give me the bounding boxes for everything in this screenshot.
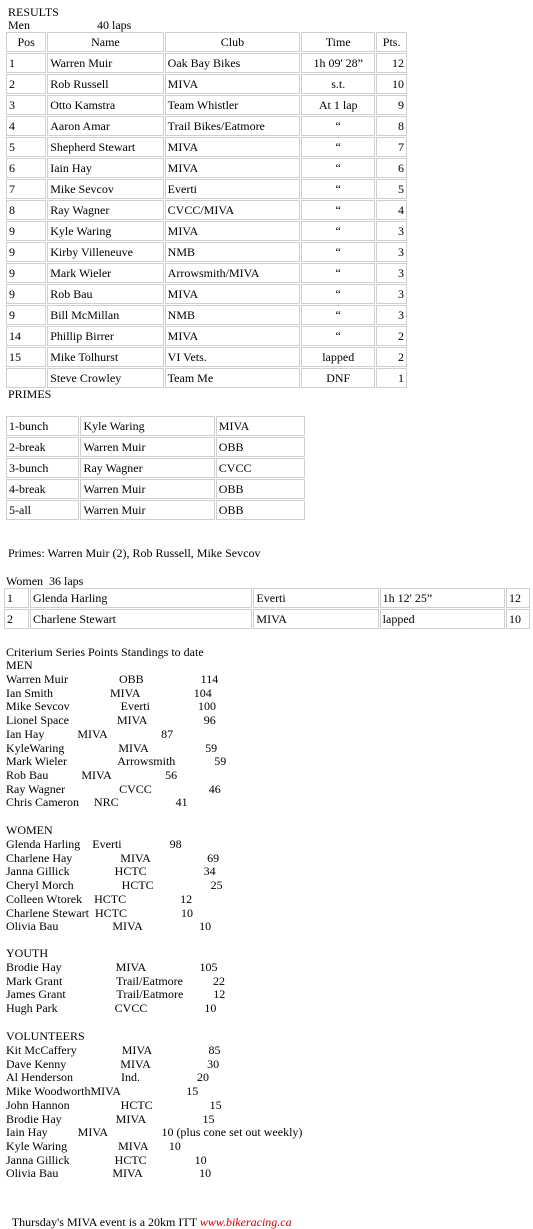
table-cell: MIVA <box>253 609 378 629</box>
table-cell: 5 <box>6 137 46 157</box>
standings-youth <box>6 961 225 1016</box>
table-cell: 6 <box>376 158 407 178</box>
table-cell: Rob Bau <box>47 284 163 304</box>
table-cell: 9 <box>376 95 407 115</box>
table-cell: Everti <box>253 588 378 608</box>
table-cell: 4 <box>376 200 407 220</box>
table-cell: MIVA <box>216 416 305 436</box>
table-cell: NMB <box>165 305 301 325</box>
standings-volunteers-header: VOLUNTEERS <box>6 1029 85 1043</box>
table-cell: Charlene Stewart <box>30 609 252 629</box>
list-item: Mark Wieler Arrowsmith 59 <box>6 754 227 769</box>
table-cell: Everti <box>165 179 301 199</box>
table-cell: Aaron Amar <box>47 116 163 136</box>
table-cell: 14 <box>6 326 46 346</box>
table-cell: Glenda Harling <box>30 588 252 608</box>
table-cell: Bill McMillan <box>47 305 163 325</box>
list-item: Warren Muir OBB 114 <box>6 672 219 686</box>
standings-title: Criterium Series Points Standings to date <box>6 645 204 659</box>
women-label: Women 36 laps <box>6 574 84 588</box>
table-cell: 2 <box>376 347 407 367</box>
list-item: Mike WoodworthMIVA 15 <box>6 1084 199 1099</box>
table-cell: 10 <box>376 74 407 94</box>
table-cell: 8 <box>376 116 407 136</box>
table-cell: Pos <box>6 32 46 52</box>
table-cell: Kyle Waring <box>80 416 214 436</box>
list-item: Rob Bau MIVA 56 <box>6 767 178 782</box>
table-cell: 15 <box>6 347 46 367</box>
table-cell: 1 <box>4 588 29 608</box>
table-cell: Mike Sevcov <box>47 179 163 199</box>
table-row <box>6 500 305 520</box>
men-laps: 40 laps <box>97 18 132 32</box>
list-item: Chris Cameron NRC 41 <box>6 795 188 810</box>
table-cell: Ray Wagner <box>80 458 214 478</box>
table-cell: Name <box>47 32 163 52</box>
table-cell: lapped <box>301 347 375 367</box>
table-cell: “ <box>301 179 375 199</box>
list-item: Ian Smith MIVA 104 <box>6 685 212 700</box>
list-item: Iain Hay MIVA 10 (plus cone set out weekly) <box>6 1125 303 1140</box>
standings-men <box>6 673 226 810</box>
list-item: James Grant Trail/Eatmore 12 <box>6 987 226 1002</box>
table-row <box>6 437 305 457</box>
primes-summary: Primes: Warren Muir (2), Rob Russell, Mike Sevcov <box>8 546 261 560</box>
table-cell: 2 <box>6 74 46 94</box>
table-cell: 3 <box>376 221 407 241</box>
table-cell: “ <box>301 284 375 304</box>
table-cell: “ <box>301 158 375 178</box>
list-item: Olivia Bau MIVA 10 <box>6 919 212 934</box>
table-cell: 7 <box>376 137 407 157</box>
primes-table <box>5 415 306 521</box>
table-cell: 1 <box>6 53 46 73</box>
table-row <box>6 116 407 136</box>
table-cell: 2-break <box>6 437 79 457</box>
table-cell: MIVA <box>165 221 301 241</box>
list-item: Brodie Hay MIVA 105 <box>6 960 218 974</box>
table-cell: MIVA <box>165 137 301 157</box>
table-cell: DNF <box>301 368 375 388</box>
results-table <box>5 31 408 389</box>
list-item: Lionel Space MIVA 96 <box>6 713 216 728</box>
list-item: Brodie Hay MIVA 15 <box>6 1111 215 1126</box>
table-cell: VI Vets. <box>165 347 301 367</box>
list-item: KyleWaring MIVA 59 <box>6 740 218 755</box>
table-row <box>6 95 407 115</box>
results-title: RESULTS <box>8 5 59 19</box>
table-cell: Oak Bay Bikes <box>165 53 301 73</box>
list-item: Mark Grant Trail/Eatmore 22 <box>6 973 225 988</box>
table-cell: 2 <box>376 326 407 346</box>
table-cell: “ <box>301 242 375 262</box>
standings-women <box>6 838 223 934</box>
table-cell: Team Me <box>165 368 301 388</box>
table-cell: “ <box>301 326 375 346</box>
table-cell: Trail Bikes/Eatmore <box>165 116 301 136</box>
table-cell: Mark Wieler <box>47 263 163 283</box>
table-cell: 1 <box>376 368 407 388</box>
table-cell: Time <box>301 32 375 52</box>
table-row <box>6 263 407 283</box>
table-cell: 1h 09' 28” <box>301 53 375 73</box>
table-cell: 6 <box>6 158 46 178</box>
table-cell: 4-break <box>6 479 79 499</box>
table-cell: Mike Tolhurst <box>47 347 163 367</box>
table-row <box>6 479 305 499</box>
table-cell: Warren Muir <box>80 479 214 499</box>
footer-text: Thursday's MIVA event is a 20km ITT <box>11 1214 200 1229</box>
table-row <box>6 284 407 304</box>
table-cell: Steve Crowley <box>47 368 163 388</box>
table-cell: 1h 12' 25” <box>380 588 505 608</box>
table-cell: 3 <box>6 95 46 115</box>
table-cell: 9 <box>6 284 46 304</box>
table-row <box>6 200 407 220</box>
table-cell: Iain Hay <box>47 158 163 178</box>
table-cell <box>6 368 46 388</box>
table-cell: MIVA <box>165 158 301 178</box>
list-item: Janna Gillick HCTC 10 <box>6 1152 207 1167</box>
table-cell: Club <box>165 32 301 52</box>
list-item: Ray Wagner CVCC 46 <box>6 781 221 796</box>
table-cell: 12 <box>506 588 530 608</box>
table-cell: 5 <box>376 179 407 199</box>
table-row <box>6 326 407 346</box>
table-cell: “ <box>301 305 375 325</box>
table-cell: 3 <box>376 242 407 262</box>
table-cell: Shepherd Stewart <box>47 137 163 157</box>
table-cell: 3 <box>376 284 407 304</box>
table-cell: 8 <box>6 200 46 220</box>
men-label: Men <box>8 18 30 32</box>
table-cell: CVCC <box>216 458 305 478</box>
table-cell: Warren Muir <box>80 437 214 457</box>
list-item: Janna Gillick HCTC 34 <box>6 864 216 879</box>
table-row <box>4 588 530 608</box>
table-cell: 9 <box>6 242 46 262</box>
table-cell: 10 <box>506 609 530 629</box>
table-cell: 9 <box>6 263 46 283</box>
list-item: Charlene Hay MIVA 69 <box>6 850 220 865</box>
table-cell: Ray Wagner <box>47 200 163 220</box>
table-cell: “ <box>301 200 375 220</box>
table-cell: 7 <box>6 179 46 199</box>
table-row <box>6 158 407 178</box>
list-item: John Hannon HCTC 15 <box>6 1097 222 1112</box>
table-cell: OBB <box>216 500 305 520</box>
table-row <box>6 221 407 241</box>
table-row <box>6 53 407 73</box>
table-cell: s.t. <box>301 74 375 94</box>
table-cell: MIVA <box>165 284 301 304</box>
list-item: Colleen Wtorek HCTC 12 <box>6 891 193 906</box>
table-cell: Pts. <box>376 32 407 52</box>
table-cell: 2 <box>4 609 29 629</box>
table-cell: lapped <box>380 609 505 629</box>
table-cell: 3 <box>376 305 407 325</box>
table-cell: “ <box>301 137 375 157</box>
list-item: Ian Hay MIVA 87 <box>6 726 174 741</box>
table-header-row <box>6 32 407 52</box>
standings-men-header: MEN <box>6 658 33 672</box>
table-cell: Kyle Waring <box>47 221 163 241</box>
table-cell: NMB <box>165 242 301 262</box>
table-cell: OBB <box>216 479 305 499</box>
table-cell: Arrowsmith/MIVA <box>165 263 301 283</box>
list-item: Hugh Park CVCC 10 <box>6 1001 217 1016</box>
table-cell: MIVA <box>165 74 301 94</box>
table-cell: “ <box>301 221 375 241</box>
table-cell: 3-bunch <box>6 458 79 478</box>
table-cell: Team Whistler <box>165 95 301 115</box>
table-cell: 3 <box>376 263 407 283</box>
table-cell: Phillip Birrer <box>47 326 163 346</box>
table-cell: 4 <box>6 116 46 136</box>
list-item: Glenda Harling Everti 98 <box>6 837 182 851</box>
list-item: Cheryl Morch HCTC 25 <box>6 878 223 893</box>
table-cell: At 1 lap <box>301 95 375 115</box>
table-cell: MIVA <box>165 326 301 346</box>
list-item: Charlene Stewart HCTC 10 <box>6 905 193 920</box>
table-cell: 9 <box>6 305 46 325</box>
table-row <box>6 74 407 94</box>
table-cell: Warren Muir <box>80 500 214 520</box>
table-row <box>6 137 407 157</box>
table-row <box>6 368 407 388</box>
table-row <box>6 179 407 199</box>
table-cell: CVCC/MIVA <box>165 200 301 220</box>
list-item: Mike Sevcov Everti 100 <box>6 699 216 714</box>
table-cell: OBB <box>216 437 305 457</box>
standings-women-header: WOMEN <box>6 823 53 837</box>
table-row <box>6 416 305 436</box>
table-cell: “ <box>301 116 375 136</box>
list-item: Dave Kenny MIVA 30 <box>6 1056 220 1071</box>
table-cell: 1-bunch <box>6 416 79 436</box>
list-item: Al Henderson Ind. 20 <box>6 1070 209 1085</box>
standings-youth-header: YOUTH <box>6 946 48 960</box>
table-row <box>6 305 407 325</box>
women-results-table <box>3 587 531 630</box>
table-cell: Kirby Villeneuve <box>47 242 163 262</box>
list-item: Kyle Waring MIVA 10 <box>6 1138 181 1153</box>
table-row <box>4 609 530 629</box>
primes-title: PRIMES <box>8 387 52 401</box>
table-cell: Otto Kamstra <box>47 95 163 115</box>
footer-note <box>6 1202 292 1229</box>
standings-volunteers <box>6 1044 302 1181</box>
table-cell: Warren Muir <box>47 53 163 73</box>
table-cell: “ <box>301 263 375 283</box>
table-row <box>6 458 305 478</box>
bikeracing-link[interactable]: www.bikeracing.ca <box>199 1214 292 1229</box>
list-item: Olivia Bau MIVA 10 <box>6 1166 212 1181</box>
table-cell: 9 <box>6 221 46 241</box>
table-row <box>6 347 407 367</box>
table-row <box>6 242 407 262</box>
table-cell: Rob Russell <box>47 74 163 94</box>
table-cell: 5-all <box>6 500 79 520</box>
table-cell: 12 <box>376 53 407 73</box>
list-item: Kit McCaffery MIVA 85 <box>6 1043 221 1057</box>
